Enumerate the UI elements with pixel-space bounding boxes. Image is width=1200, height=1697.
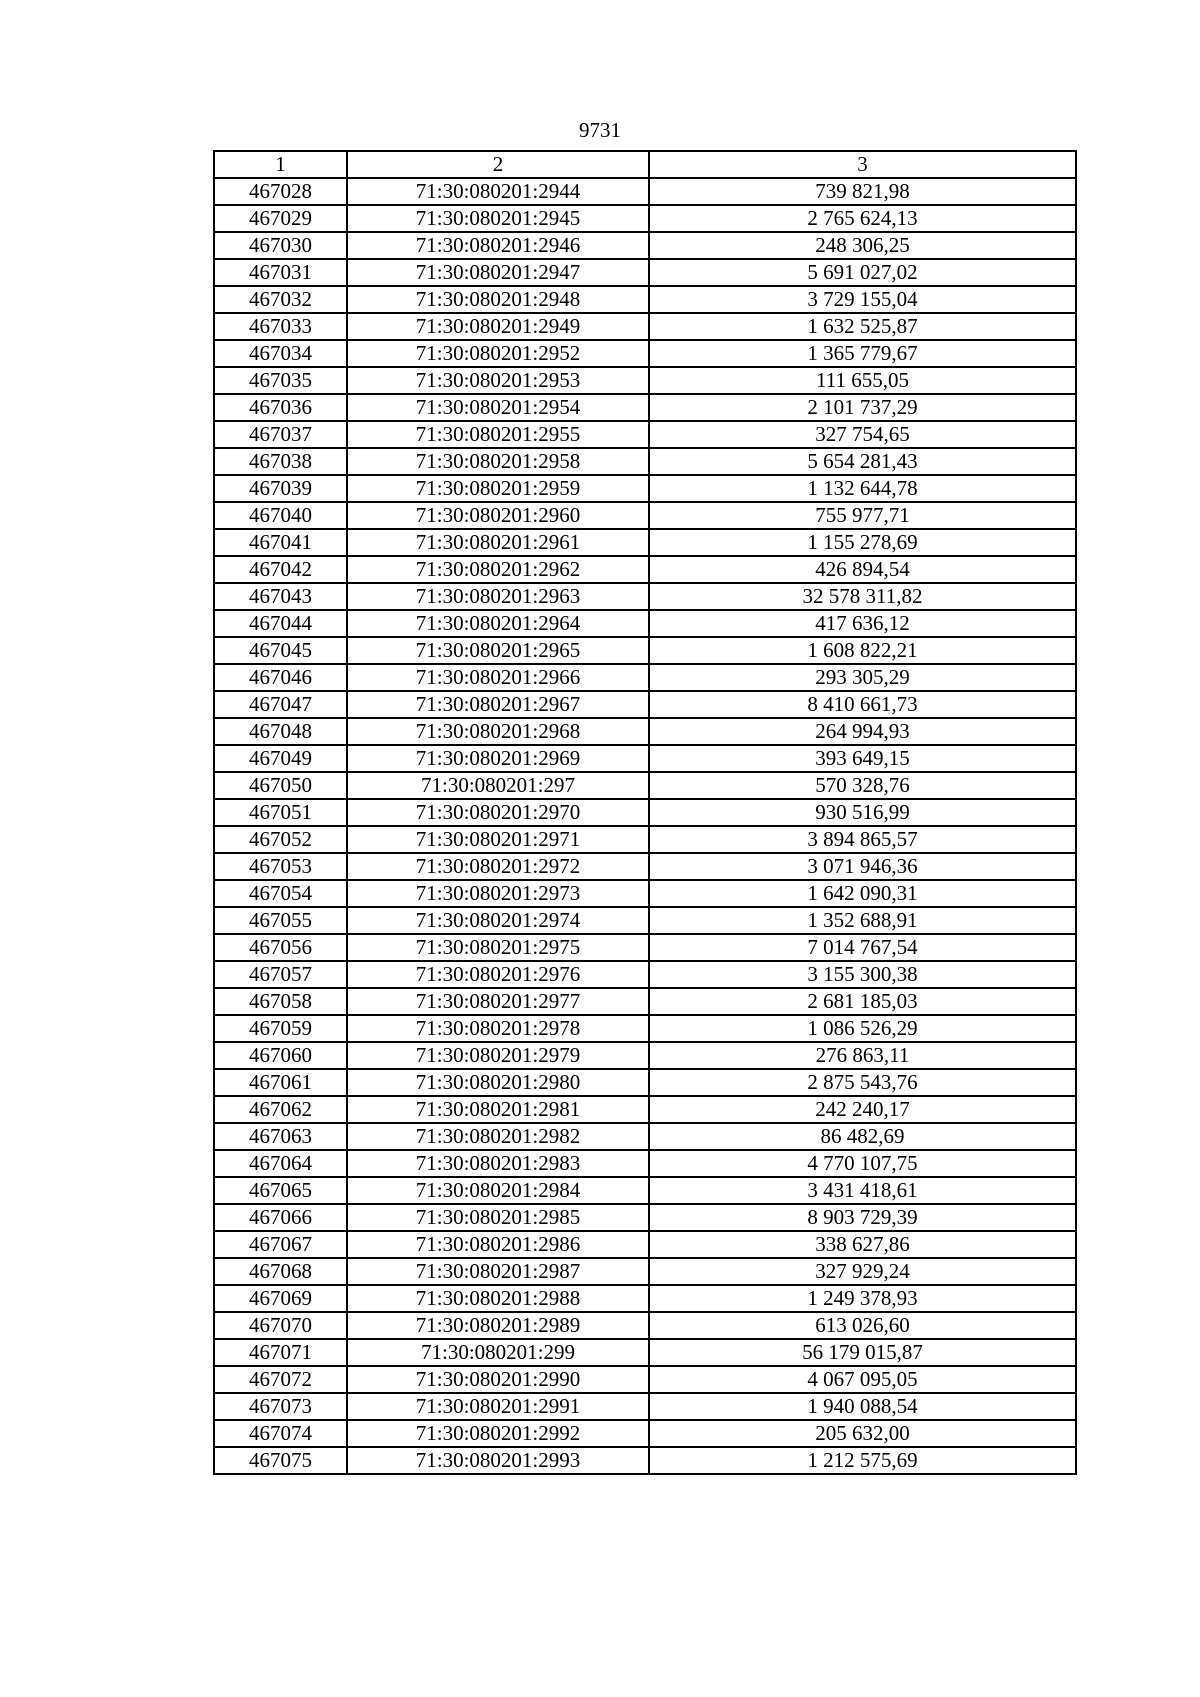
table-row	[214, 1096, 1076, 1123]
table-row	[214, 1312, 1076, 1339]
row-number-cell: 467070	[214, 1312, 347, 1339]
row-number-cell: 467055	[214, 907, 347, 934]
value-cell: 205 632,00	[649, 1420, 1076, 1447]
table-row	[214, 1069, 1076, 1096]
cadastral-number-cell: 71:30:080201:2987	[347, 1258, 649, 1285]
cadastral-number-cell: 71:30:080201:2964	[347, 610, 649, 637]
table-row	[214, 259, 1076, 286]
value-cell: 86 482,69	[649, 1123, 1076, 1150]
row-number-cell: 467032	[214, 286, 347, 313]
table-row	[214, 367, 1076, 394]
table-row	[214, 718, 1076, 745]
row-number-cell: 467063	[214, 1123, 347, 1150]
row-number-cell: 467029	[214, 205, 347, 232]
row-number-cell: 467071	[214, 1339, 347, 1366]
page-number: 9731	[579, 118, 621, 142]
cadastral-number-cell: 71:30:080201:2961	[347, 529, 649, 556]
value-cell: 293 305,29	[649, 664, 1076, 691]
value-cell: 1 940 088,54	[649, 1393, 1076, 1420]
value-cell: 1 352 688,91	[649, 907, 1076, 934]
cadastral-number-cell: 71:30:080201:2984	[347, 1177, 649, 1204]
table-row	[214, 772, 1076, 799]
value-cell: 426 894,54	[649, 556, 1076, 583]
cadastral-number-cell: 71:30:080201:2971	[347, 826, 649, 853]
row-number-cell: 467069	[214, 1285, 347, 1312]
value-cell: 3 155 300,38	[649, 961, 1076, 988]
cadastral-number-cell: 71:30:080201:2979	[347, 1042, 649, 1069]
row-number-cell: 467074	[214, 1420, 347, 1447]
row-number-cell: 467066	[214, 1204, 347, 1231]
row-number-cell: 467047	[214, 691, 347, 718]
table-row	[214, 1231, 1076, 1258]
table-row	[214, 1015, 1076, 1042]
row-number-cell: 467039	[214, 475, 347, 502]
cadastral-number-cell: 71:30:080201:2963	[347, 583, 649, 610]
table-row	[214, 1042, 1076, 1069]
cadastral-number-cell: 71:30:080201:2976	[347, 961, 649, 988]
cadastral-number-cell: 71:30:080201:2946	[347, 232, 649, 259]
cadastral-number-cell: 71:30:080201:297	[347, 772, 649, 799]
cadastral-number-cell: 71:30:080201:2985	[347, 1204, 649, 1231]
value-cell: 2 765 624,13	[649, 205, 1076, 232]
table-row	[214, 1177, 1076, 1204]
table-row	[214, 1204, 1076, 1231]
value-cell: 5 691 027,02	[649, 259, 1076, 286]
row-number-cell: 467048	[214, 718, 347, 745]
table-row	[214, 1420, 1076, 1447]
table-row	[214, 475, 1076, 502]
value-cell: 248 306,25	[649, 232, 1076, 259]
registry-table	[213, 150, 1077, 1475]
cadastral-number-cell: 71:30:080201:2974	[347, 907, 649, 934]
table-row	[214, 934, 1076, 961]
table-row	[214, 340, 1076, 367]
value-cell: 3 071 946,36	[649, 853, 1076, 880]
row-number-cell: 467028	[214, 178, 347, 205]
value-cell: 32 578 311,82	[649, 583, 1076, 610]
cadastral-number-cell: 71:30:080201:2969	[347, 745, 649, 772]
cadastral-number-cell: 71:30:080201:2944	[347, 178, 649, 205]
value-cell: 4 067 095,05	[649, 1366, 1076, 1393]
row-number-cell: 467056	[214, 934, 347, 961]
table-row	[214, 502, 1076, 529]
value-cell: 930 516,99	[649, 799, 1076, 826]
row-number-cell: 467057	[214, 961, 347, 988]
table-row	[214, 799, 1076, 826]
row-number-cell: 467043	[214, 583, 347, 610]
cadastral-number-cell: 71:30:080201:2992	[347, 1420, 649, 1447]
cadastral-number-cell: 71:30:080201:2986	[347, 1231, 649, 1258]
value-cell: 755 977,71	[649, 502, 1076, 529]
table-row	[214, 691, 1076, 718]
value-cell: 2 681 185,03	[649, 988, 1076, 1015]
row-number-cell: 467075	[214, 1447, 347, 1474]
value-cell: 1 608 822,21	[649, 637, 1076, 664]
row-number-cell: 467045	[214, 637, 347, 664]
value-cell: 338 627,86	[649, 1231, 1076, 1258]
value-cell: 264 994,93	[649, 718, 1076, 745]
value-cell: 1 086 526,29	[649, 1015, 1076, 1042]
cadastral-number-cell: 71:30:080201:2983	[347, 1150, 649, 1177]
table-row	[214, 907, 1076, 934]
table-row	[214, 1258, 1076, 1285]
table-row	[214, 853, 1076, 880]
row-number-cell: 467041	[214, 529, 347, 556]
row-number-cell: 467060	[214, 1042, 347, 1069]
value-cell: 3 894 865,57	[649, 826, 1076, 853]
value-cell: 1 632 525,87	[649, 313, 1076, 340]
cadastral-number-cell: 71:30:080201:2988	[347, 1285, 649, 1312]
row-number-cell: 467062	[214, 1096, 347, 1123]
cadastral-number-cell: 71:30:080201:2981	[347, 1096, 649, 1123]
value-cell: 111 655,05	[649, 367, 1076, 394]
table-row	[214, 1339, 1076, 1366]
value-cell: 327 754,65	[649, 421, 1076, 448]
row-number-cell: 467065	[214, 1177, 347, 1204]
value-cell: 1 155 278,69	[649, 529, 1076, 556]
row-number-cell: 467042	[214, 556, 347, 583]
cadastral-number-cell: 71:30:080201:2953	[347, 367, 649, 394]
table-row	[214, 394, 1076, 421]
cadastral-number-cell: 71:30:080201:2949	[347, 313, 649, 340]
table-row	[214, 745, 1076, 772]
table-row	[214, 286, 1076, 313]
cadastral-number-cell: 71:30:080201:2958	[347, 448, 649, 475]
value-cell: 3 431 418,61	[649, 1177, 1076, 1204]
cadastral-number-cell: 71:30:080201:2965	[347, 637, 649, 664]
cadastral-number-cell: 71:30:080201:2991	[347, 1393, 649, 1420]
row-number-cell: 467031	[214, 259, 347, 286]
cadastral-number-cell: 71:30:080201:2962	[347, 556, 649, 583]
value-cell: 7 014 767,54	[649, 934, 1076, 961]
cadastral-number-cell: 71:30:080201:2970	[347, 799, 649, 826]
value-cell: 4 770 107,75	[649, 1150, 1076, 1177]
row-number-cell: 467067	[214, 1231, 347, 1258]
cadastral-number-cell: 71:30:080201:2960	[347, 502, 649, 529]
table-row	[214, 1150, 1076, 1177]
row-number-cell: 467037	[214, 421, 347, 448]
cadastral-number-cell: 71:30:080201:2948	[347, 286, 649, 313]
table-row	[214, 880, 1076, 907]
table-row	[214, 961, 1076, 988]
table-row	[214, 988, 1076, 1015]
cadastral-number-cell: 71:30:080201:2945	[347, 205, 649, 232]
row-number-cell: 467059	[214, 1015, 347, 1042]
cadastral-number-cell: 71:30:080201:2975	[347, 934, 649, 961]
value-cell: 570 328,76	[649, 772, 1076, 799]
value-cell: 393 649,15	[649, 745, 1076, 772]
table-row	[214, 313, 1076, 340]
table-row	[214, 448, 1076, 475]
value-cell: 1 132 644,78	[649, 475, 1076, 502]
row-number-cell: 467073	[214, 1393, 347, 1420]
value-cell: 1 212 575,69	[649, 1447, 1076, 1474]
cadastral-number-cell: 71:30:080201:2967	[347, 691, 649, 718]
cadastral-number-cell: 71:30:080201:2952	[347, 340, 649, 367]
row-number-cell: 467061	[214, 1069, 347, 1096]
cadastral-number-cell: 71:30:080201:2993	[347, 1447, 649, 1474]
row-number-cell: 467046	[214, 664, 347, 691]
table-row	[214, 1447, 1076, 1474]
cadastral-number-cell: 71:30:080201:2980	[347, 1069, 649, 1096]
table-row	[214, 556, 1076, 583]
table-body	[214, 178, 1076, 1474]
table-row	[214, 637, 1076, 664]
cadastral-number-cell: 71:30:080201:2990	[347, 1366, 649, 1393]
value-cell: 8 410 661,73	[649, 691, 1076, 718]
table-row	[214, 205, 1076, 232]
table-row	[214, 610, 1076, 637]
table-row	[214, 664, 1076, 691]
cadastral-number-cell: 71:30:080201:2968	[347, 718, 649, 745]
value-cell: 276 863,11	[649, 1042, 1076, 1069]
row-number-cell: 467053	[214, 853, 347, 880]
cadastral-number-cell: 71:30:080201:2982	[347, 1123, 649, 1150]
value-cell: 5 654 281,43	[649, 448, 1076, 475]
value-cell: 739 821,98	[649, 178, 1076, 205]
row-number-cell: 467038	[214, 448, 347, 475]
cadastral-number-cell: 71:30:080201:2947	[347, 259, 649, 286]
table-row	[214, 826, 1076, 853]
value-cell: 417 636,12	[649, 610, 1076, 637]
row-number-cell: 467030	[214, 232, 347, 259]
table-header-row	[214, 151, 1076, 178]
row-number-cell: 467034	[214, 340, 347, 367]
row-number-cell: 467064	[214, 1150, 347, 1177]
value-cell: 613 026,60	[649, 1312, 1076, 1339]
value-cell: 8 903 729,39	[649, 1204, 1076, 1231]
column-header-3: 3	[649, 151, 1076, 178]
table-row	[214, 421, 1076, 448]
table-row	[214, 583, 1076, 610]
row-number-cell: 467035	[214, 367, 347, 394]
cadastral-number-cell: 71:30:080201:2978	[347, 1015, 649, 1042]
row-number-cell: 467036	[214, 394, 347, 421]
table-row	[214, 529, 1076, 556]
row-number-cell: 467068	[214, 1258, 347, 1285]
row-number-cell: 467050	[214, 772, 347, 799]
cadastral-number-cell: 71:30:080201:2973	[347, 880, 649, 907]
row-number-cell: 467052	[214, 826, 347, 853]
value-cell: 56 179 015,87	[649, 1339, 1076, 1366]
table-row	[214, 232, 1076, 259]
row-number-cell: 467058	[214, 988, 347, 1015]
value-cell: 1 249 378,93	[649, 1285, 1076, 1312]
row-number-cell: 467049	[214, 745, 347, 772]
column-header-2: 2	[347, 151, 649, 178]
cadastral-number-cell: 71:30:080201:2966	[347, 664, 649, 691]
row-number-cell: 467044	[214, 610, 347, 637]
value-cell: 3 729 155,04	[649, 286, 1076, 313]
cadastral-number-cell: 71:30:080201:2959	[347, 475, 649, 502]
table-row	[214, 1393, 1076, 1420]
cadastral-number-cell: 71:30:080201:2954	[347, 394, 649, 421]
value-cell: 1 642 090,31	[649, 880, 1076, 907]
table-row	[214, 1123, 1076, 1150]
cadastral-number-cell: 71:30:080201:2989	[347, 1312, 649, 1339]
row-number-cell: 467051	[214, 799, 347, 826]
value-cell: 1 365 779,67	[649, 340, 1076, 367]
cadastral-number-cell: 71:30:080201:2955	[347, 421, 649, 448]
table-row	[214, 1366, 1076, 1393]
column-header-1: 1	[214, 151, 347, 178]
row-number-cell: 467033	[214, 313, 347, 340]
value-cell: 2 101 737,29	[649, 394, 1076, 421]
table-row	[214, 1285, 1076, 1312]
row-number-cell: 467054	[214, 880, 347, 907]
row-number-cell: 467072	[214, 1366, 347, 1393]
cadastral-number-cell: 71:30:080201:299	[347, 1339, 649, 1366]
row-number-cell: 467040	[214, 502, 347, 529]
table-row	[214, 178, 1076, 205]
value-cell: 327 929,24	[649, 1258, 1076, 1285]
value-cell: 2 875 543,76	[649, 1069, 1076, 1096]
cadastral-number-cell: 71:30:080201:2977	[347, 988, 649, 1015]
value-cell: 242 240,17	[649, 1096, 1076, 1123]
cadastral-number-cell: 71:30:080201:2972	[347, 853, 649, 880]
